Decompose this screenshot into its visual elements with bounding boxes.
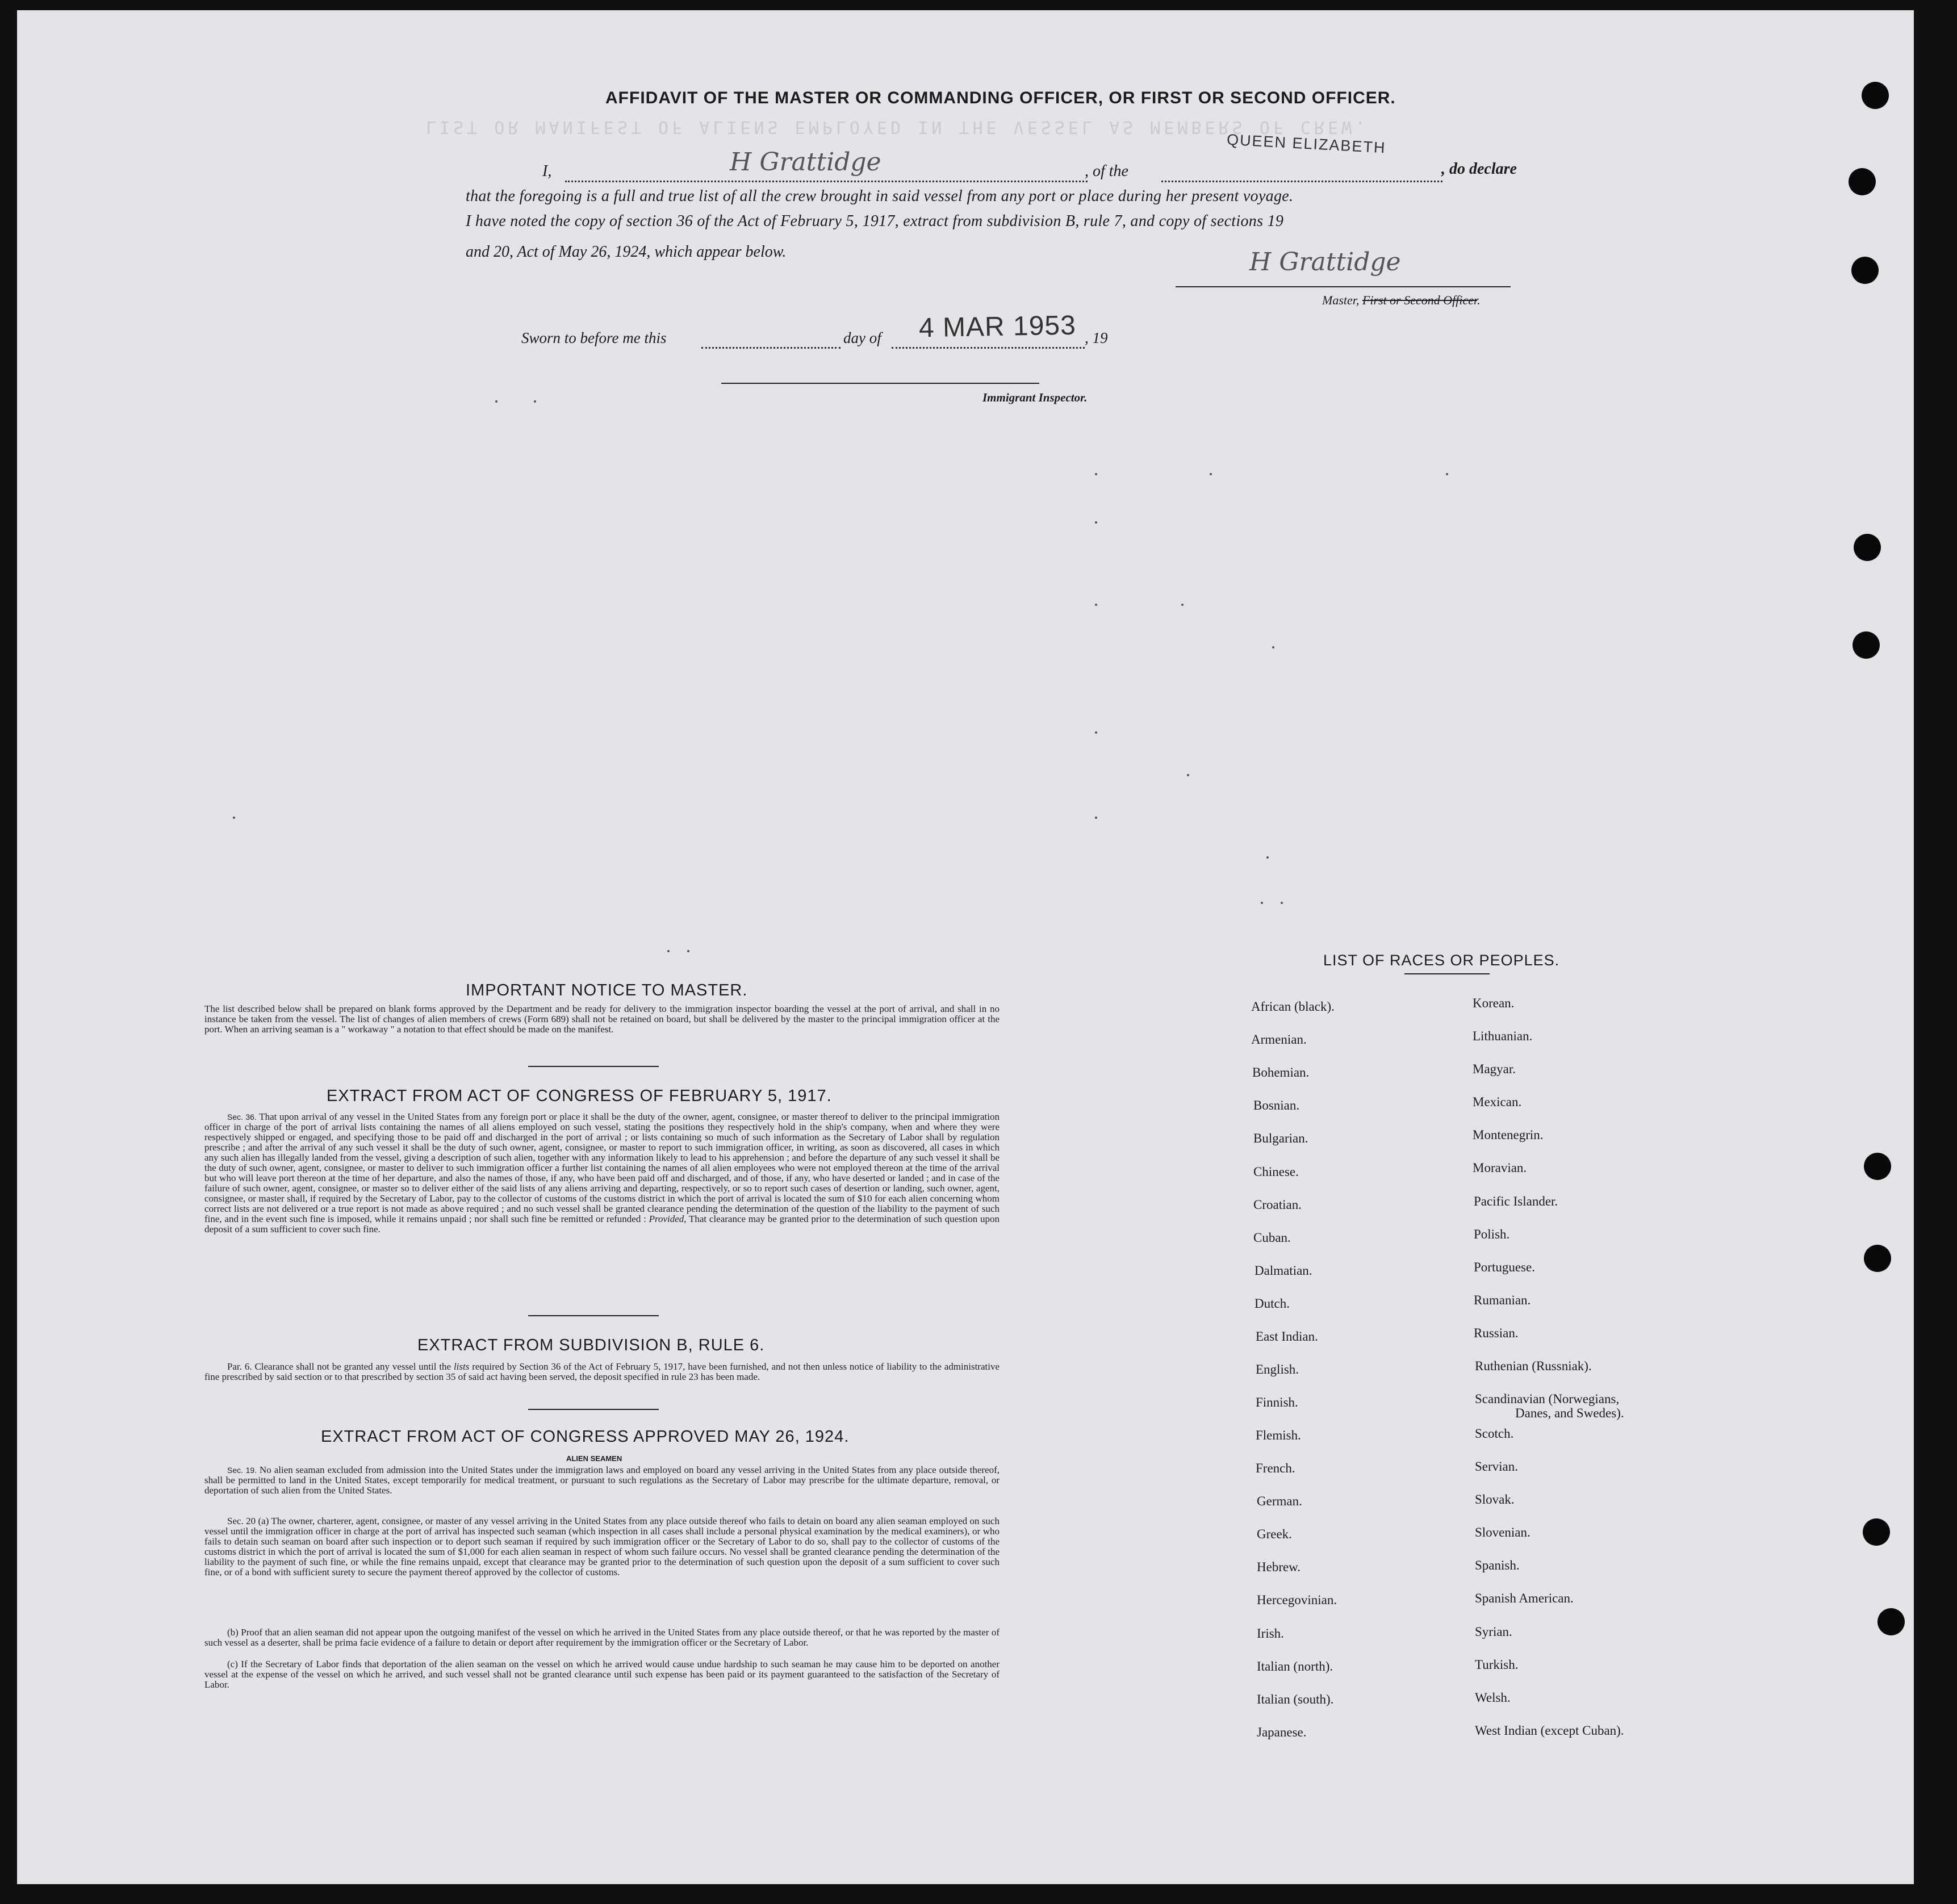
race-item: Greek. (1257, 1527, 1292, 1541)
master-title (1322, 293, 1481, 308)
affidavit-of-the: , of the (1085, 162, 1128, 180)
race-item: French. (1256, 1461, 1295, 1475)
par-6-text-a: Clearance shall not be granted any vessel until the (254, 1361, 451, 1372)
sec-19-label: Sec. 19. (227, 1466, 257, 1475)
subdivision-b-text (204, 1362, 1000, 1382)
sec-20a-text (204, 1516, 1000, 1577)
vessel-name-stamp: QUEEN ELIZABETH (1226, 131, 1387, 157)
sec-20b-text (204, 1627, 1000, 1648)
race-item: Armenian. (1251, 1032, 1307, 1047)
race-item: Ruthenian (Russniak). (1475, 1359, 1592, 1373)
speck (1210, 473, 1212, 475)
race-item: Chinese. (1253, 1165, 1299, 1179)
sec-20a-label: Sec. 20 (a) (227, 1516, 269, 1526)
speck (534, 400, 536, 403)
race-item: Pacific Islander. (1474, 1194, 1558, 1208)
affidavit-line-2: that the foregoing is a full and true list of all the crew brought in said vessel from any port or place during her present voyage. (466, 187, 1294, 205)
race-item: Japanese. (1257, 1725, 1307, 1739)
speck (687, 950, 689, 952)
affidavit-i-label: I, (542, 162, 552, 180)
race-item: African (black). (1251, 999, 1335, 1014)
master-name-signature: H Grattidge (730, 148, 881, 177)
race-item: Syrian. (1475, 1625, 1512, 1639)
bleed-through-heading: LIST OR MANIFEST OF ALIENS EMPLOYED IN THE VESSEL AS MEMBERS OF CREW. (426, 117, 1369, 137)
race-item: Scandinavian (Norwegians, (1475, 1392, 1620, 1406)
race-item: Moravian. (1473, 1161, 1527, 1175)
inspector-signature-line (721, 383, 1039, 384)
race-item: Korean. (1473, 996, 1515, 1010)
speck (233, 817, 235, 819)
punch-hole (1849, 168, 1876, 195)
notice-title: IMPORTANT NOTICE TO MASTER. (466, 981, 748, 999)
sec-20b-body: Proof that an alien seaman did not appear upon the outgoing manifest of the vessel on which he arrived in the United States from any place outside thereof, or that he was reported by the master of such vessel as a deserter, shall be prima facie evidence of a failure to detain or deport after requirement by the immigration officer or the Secretary of Labor. (204, 1627, 1000, 1648)
speck (1187, 774, 1189, 776)
race-item: Russian. (1474, 1326, 1519, 1340)
struck-officer-label: First or Second Officer (1362, 293, 1478, 307)
provided-label: Provided, (649, 1213, 687, 1224)
speck (667, 950, 670, 952)
race-item: Rumanian. (1474, 1293, 1531, 1307)
sec-19-text (204, 1465, 1000, 1496)
race-item: Slovak. (1475, 1492, 1515, 1507)
year-prefix: , 19 (1085, 329, 1108, 346)
race-item: Spanish. (1475, 1558, 1520, 1572)
affidavit-do-declare: , do declare (1441, 160, 1517, 178)
race-item: Welsh. (1475, 1690, 1511, 1705)
inspector-label: Immigrant Inspector. (982, 391, 1088, 404)
race-item: Portuguese. (1474, 1260, 1535, 1274)
sec-19-body: No alien seaman excluded from admission into the United States under the immigration laws and employed on board any vessel arriving in the United States from any place outside thereof, shall be permitted to land in the United States, except temporarily for medical treatment, or pursuant to such regulations as the Secretary of Labor may prescribe for the ultimate departure, removal, or deportation of such alien from the United States. (204, 1464, 1000, 1496)
sec-36-text: That upon arrival of any vessel in the United States from any foreign port or place it shall be the duty of the owner, agent, consignee, or master thereof to deliver to the principal immigration officer in charge of the port of arrival lists containing the names of all aliens employed on such vessel, stating the positions they respectively hold in the ship's company, when and where they were respectively shipped or engaged, and specifying those to be paid off and discharged in the port of arrival ; or lists containing so much of such information as the Secretary of Labor shall by regulation prescribe ; and after the arrival of any such vessel it shall be the duty of such owner, agent, consignee, or master to report to such immigration officer, in writing, as soon as discovered, all cases in which any such alien has illegally landed from the vessel, giving a description of such alien, together with any information likely to lead to his apprehension ; and before the departure of any such vessel it shall be the duty of such owner, agent, consignee, or master to deliver to such immigration officer a further list containing the names of all alien employees who were not employed thereon at the time of the arrival but who will leave port thereon at the time of her departure, and also the names of those, if any, who have been paid off and discharged, and of those, if any, who have deserted or landed ; and in case of the failure of such owner, agent, consignee, or master so to deliver either of the said lists of any aliens arriving and departing, respectively, or so to report such cases of desertion or landing, such owner, agent, consignee, or master shall, if required by the Secretary of Labor, pay to the collector of customs of the customs district in which the port of arrival is located the sum of $10 for each alien concerning whom correct lists are not delivered or a true report is not made as above required ; and no such vessel shall be granted clearance pending the determination of the question of the liability to the payment of such fine, and in the event such fine is imposed, while it remains unpaid ; nor shall such fine be remitted or refunded : (204, 1111, 1000, 1224)
date-stamp: 4 MAR 1953 (918, 310, 1077, 344)
race-item: Bosnian. (1253, 1098, 1300, 1112)
sec-20b-label: (b) (227, 1627, 239, 1638)
race-item: Magyar. (1473, 1062, 1516, 1076)
race-item: Hercegovinian. (1257, 1593, 1337, 1607)
race-item: Lithuanian. (1473, 1029, 1533, 1043)
race-item: German. (1257, 1494, 1302, 1508)
master-title-period: . (1477, 293, 1481, 307)
divider (528, 1409, 659, 1410)
day-of-label: day of (843, 329, 881, 346)
race-item: Mexican. (1473, 1095, 1522, 1109)
punch-hole (1864, 1245, 1891, 1272)
punch-hole (1853, 631, 1880, 659)
document-page (17, 10, 1914, 1884)
punch-hole (1851, 257, 1879, 284)
divider (528, 1066, 659, 1067)
alien-seamen-subtitle: ALIEN SEAMEN (566, 1454, 622, 1463)
month-blank-line (892, 347, 1085, 349)
races-title: LIST OF RACES OR PEOPLES. (1323, 952, 1560, 969)
punch-hole (1864, 1153, 1891, 1180)
punch-hole (1862, 82, 1889, 109)
subdivision-b-title: EXTRACT FROM SUBDIVISION B, RULE 6. (417, 1336, 765, 1354)
master-label: Master, (1322, 293, 1360, 307)
speck (1095, 521, 1097, 524)
race-item: Italian (north). (1257, 1659, 1333, 1673)
sec-36-text-end: That clearance may be granted prior to the determination of such question upon deposit of a sum sufficient to cover such fine. (204, 1213, 1000, 1235)
sworn-day-line (701, 347, 840, 349)
speck (1281, 902, 1283, 904)
speck (1095, 473, 1097, 475)
notice-text: The list described below shall be prepared on blank forms approved by the Department and be ready for delivery to the immigration inspector boarding the vessel at the port of arrival, and shall in no instance be taken from the vessel. The list of changes of alien members of crews (Form 689) shall not be retained on board, but shall be delivered by the master to the principal immigration officer at the port. When an arriving seaman is a " workaway " a notation to that effect should be made on the manifest. (204, 1003, 1000, 1035)
speck (1095, 817, 1097, 819)
race-item: Polish. (1474, 1227, 1510, 1241)
master-signature-line (1176, 286, 1511, 287)
master-signature: H Grattidge (1249, 248, 1401, 277)
speck (1266, 856, 1269, 859)
affidavit-line-4: and 20, Act of May 26, 1924, which appear below. (466, 243, 787, 261)
speck (1095, 604, 1097, 606)
sec-20c-label: (c) (227, 1659, 238, 1669)
race-item: Servian. (1475, 1459, 1519, 1474)
race-item: Finnish. (1256, 1395, 1298, 1409)
speck (1095, 731, 1097, 734)
speck (1446, 473, 1448, 475)
extract-1917-text (204, 1112, 1000, 1235)
extract-1924-title: EXTRACT FROM ACT OF CONGRESS APPROVED MAY 26, 1924. (321, 1428, 850, 1446)
sec-20a-body: The owner, charterer, agent, consignee, or master of any vessel arriving in the United States from any place outside thereof who fails to detain on board any alien seaman employed on such vessel until the immigration officer in charge at the port of arrival has inspected such seaman (which inspection in all cases shall include a personal physical examination by the medical examiners), or who fails to detain such seaman on board after such inspection or to deport such seaman if required by such immigration officer or the Secretary of Labor to do so, shall pay to the collector of customs of the customs district in which the port of arrival is located the sum of $1,000 for each alien seaman in respect of whom such failure occurs. No vessel shall be granted clearance pending the determination of the liability to the payment of such fine, or while the fine remains unpaid, except that clearance may be granted prior to the determination of such question upon the deposit of a sum sufficient to cover such fine, or of a bond with sufficient surety to secure the payment thereof approved by the collector of customs. (204, 1516, 1000, 1577)
sec-20c-body: If the Secretary of Labor finds that deportation of the alien seaman on the vessel on which he arrived would cause undue hardship to such seaman he may cause him to be deported on another vessel at the expense of the vessel on which he arrived, and such vessel shall not be granted clearance until such expense has been paid or its payment guaranteed to the satisfaction of the Secretary of Labor. (204, 1659, 1000, 1690)
race-item: English. (1256, 1362, 1299, 1376)
race-item: Croatian. (1253, 1198, 1302, 1212)
race-item: Scotch. (1475, 1426, 1514, 1441)
sec-36-label: Sec. 36. (227, 1112, 257, 1122)
lists-word: lists (453, 1361, 470, 1372)
race-item: Montenegrin. (1473, 1128, 1544, 1142)
name-blank-line (565, 181, 1088, 182)
race-item: Hebrew. (1257, 1560, 1301, 1574)
extract-1917-title: EXTRACT FROM ACT OF CONGRESS OF FEBRUARY 5, 1917. (327, 1087, 832, 1105)
divider (528, 1315, 659, 1316)
punch-hole (1877, 1608, 1905, 1635)
speck (495, 400, 497, 403)
races-title-underline (1404, 973, 1490, 974)
affidavit-line-3: I have noted the copy of section 36 of the Act of February 5, 1917, extract from subdivision B, rule 7, and copy of sections 19 (466, 212, 1284, 230)
race-item: Slovenian. (1475, 1525, 1531, 1539)
race-item: Bohemian. (1252, 1065, 1310, 1079)
par-6-label: Par. 6. (227, 1361, 252, 1372)
speck (1181, 604, 1184, 606)
sec-20c-text (204, 1659, 1000, 1690)
race-item: Spanish American. (1475, 1591, 1574, 1605)
race-item: East Indian. (1256, 1329, 1318, 1344)
race-item: Danes, and Swedes). (1515, 1406, 1624, 1420)
race-item: Dalmatian. (1255, 1263, 1312, 1278)
race-item: Bulgarian. (1253, 1131, 1308, 1145)
speck (1261, 902, 1263, 904)
vessel-blank-line (1161, 181, 1442, 182)
punch-hole (1863, 1518, 1890, 1546)
race-item: Italian (south). (1257, 1692, 1334, 1706)
race-item: Turkish. (1475, 1658, 1519, 1672)
race-item: Flemish. (1256, 1428, 1301, 1442)
par-6-text-b: required by Section 36 of the Act of February 5, 1917, have been furnished, and not then unless notice of liability to the administrative fine prescribed by said section or to that prescribed by section 35 of said act having been served, the deposit specified in rule 23 has been made. (204, 1361, 1000, 1382)
affidavit-title: AFFIDAVIT OF THE MASTER OR COMMANDING OFFICER, OR FIRST OR SECOND OFFICER. (605, 89, 1396, 107)
sworn-label: Sworn to before me this (521, 329, 667, 346)
race-item: West Indian (except Cuban). (1475, 1723, 1624, 1738)
race-item: Irish. (1257, 1626, 1284, 1641)
speck (1272, 646, 1274, 648)
race-item: Cuban. (1253, 1231, 1291, 1245)
race-item: Dutch. (1255, 1296, 1290, 1311)
punch-hole (1854, 534, 1881, 561)
